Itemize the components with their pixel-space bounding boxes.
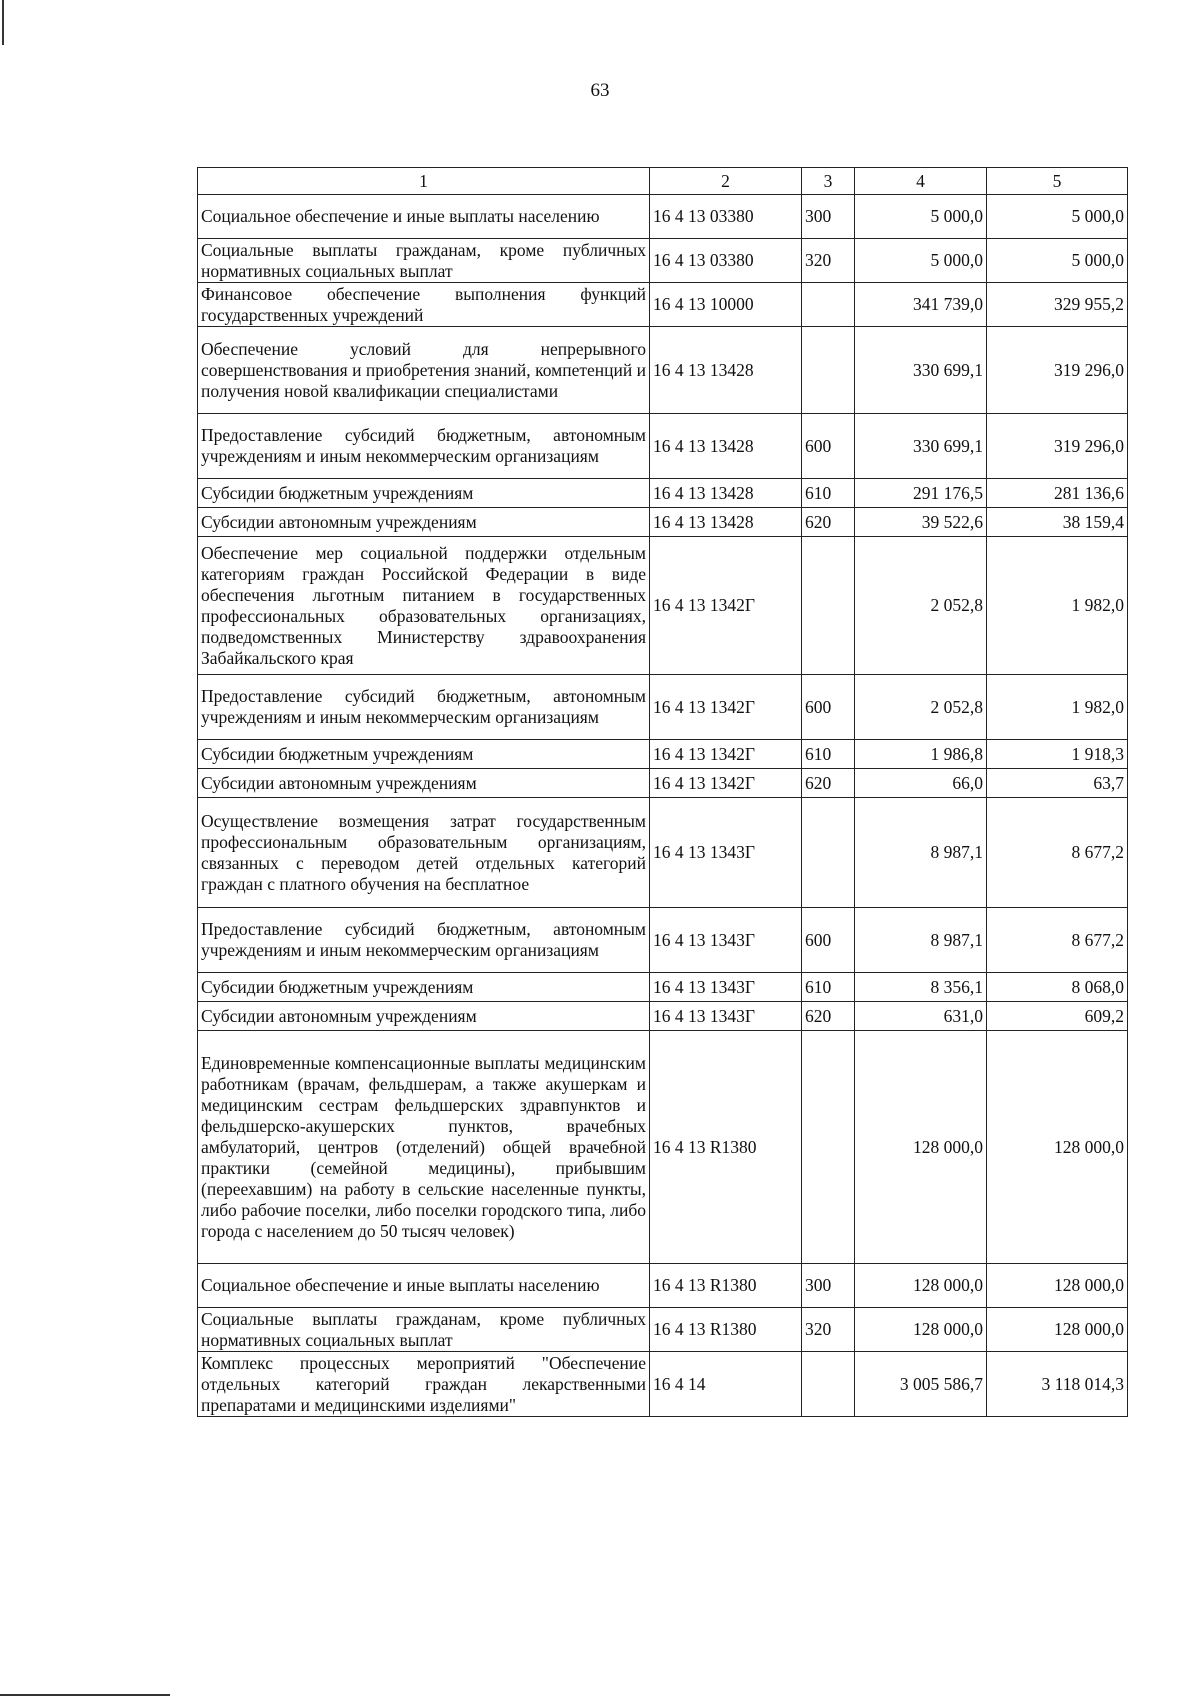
row-code: 16 4 13 1342Г [650, 740, 802, 769]
row-expense-type: 600 [802, 414, 855, 479]
row-amount-1: 341 739,0 [855, 283, 987, 327]
row-expense-type: 610 [802, 479, 855, 508]
row-name: Обеспечение условий для непрерывного совершенствования и приобретения знаний, компетенций и получения новой квалификации специалистами [198, 327, 650, 414]
row-expense-type: 610 [802, 740, 855, 769]
column-header-amount-1: 4 [855, 168, 987, 195]
row-code: 16 4 13 10000 [650, 283, 802, 327]
row-name: Субсидии автономным учреждениям [198, 1002, 650, 1031]
row-name: Финансовое обеспечение выполнения функций государственных учреждений [198, 283, 650, 327]
row-code: 16 4 13 13428 [650, 414, 802, 479]
row-amount-1: 66,0 [855, 769, 987, 798]
row-amount-1: 631,0 [855, 1002, 987, 1031]
row-expense-type [802, 1352, 855, 1417]
row-name: Единовременные компенсационные выплаты медицинским работникам (врачам, фельдшерам, а также акушеркам и медицинским сестрам фельдшерских здравпунктов и фельдшерско-акушерских пунктов, врачебных амбулаторий, центров (отделений) общей врачебной практики (семейной медицины), прибывшим (переехавшим) на работу в сельские населенные пункты, либо рабочие поселки, либо поселки городского типа, либо города с населением до 50 тысяч человек) [198, 1031, 650, 1264]
scan-edge-mark [0, 1694, 170, 1696]
row-name: Социальное обеспечение и иные выплаты населению [198, 195, 650, 239]
table-row [198, 1352, 1128, 1417]
row-expense-type [802, 537, 855, 675]
budget-table [197, 167, 1128, 1417]
table-row [198, 1002, 1128, 1031]
row-amount-2: 8 068,0 [987, 973, 1128, 1002]
row-code: 16 4 13 1343Г [650, 1002, 802, 1031]
row-amount-1: 330 699,1 [855, 327, 987, 414]
column-header-code: 2 [650, 168, 802, 195]
table-row [198, 239, 1128, 283]
table-row [198, 537, 1128, 675]
row-expense-type: 610 [802, 973, 855, 1002]
table-row [198, 1031, 1128, 1264]
row-amount-2: 329 955,2 [987, 283, 1128, 327]
row-amount-1: 291 176,5 [855, 479, 987, 508]
table-row [198, 414, 1128, 479]
row-amount-2: 38 159,4 [987, 508, 1128, 537]
row-name: Социальное обеспечение и иные выплаты населению [198, 1264, 650, 1308]
row-name: Субсидии бюджетным учреждениям [198, 740, 650, 769]
row-amount-1: 8 987,1 [855, 908, 987, 973]
table-row [198, 740, 1128, 769]
row-code: 16 4 13 1342Г [650, 769, 802, 798]
row-amount-1: 8 987,1 [855, 798, 987, 908]
row-amount-2: 128 000,0 [987, 1031, 1128, 1264]
row-amount-2: 128 000,0 [987, 1308, 1128, 1352]
row-name: Осуществление возмещения затрат государственным профессиональным образовательным организациям, связанных с переводом детей отдельных категорий граждан с платного обучения на бесплатное [198, 798, 650, 908]
row-expense-type: 300 [802, 195, 855, 239]
row-amount-2: 3 118 014,3 [987, 1352, 1128, 1417]
row-amount-2: 609,2 [987, 1002, 1128, 1031]
row-code: 16 4 13 1342Г [650, 537, 802, 675]
row-amount-2: 8 677,2 [987, 798, 1128, 908]
table-row [198, 479, 1128, 508]
table-row [198, 769, 1128, 798]
row-name: Субсидии автономным учреждениям [198, 508, 650, 537]
row-name: Предоставление субсидий бюджетным, автономным учреждениям и иным некоммерческим организациям [198, 908, 650, 973]
row-expense-type [802, 798, 855, 908]
row-amount-1: 3 005 586,7 [855, 1352, 987, 1417]
table-row [198, 1308, 1128, 1352]
row-amount-2: 63,7 [987, 769, 1128, 798]
row-code: 16 4 13 1343Г [650, 798, 802, 908]
row-code: 16 4 13 03380 [650, 195, 802, 239]
row-amount-1: 1 986,8 [855, 740, 987, 769]
scan-edge-mark [2, 0, 4, 45]
row-amount-1: 8 356,1 [855, 973, 987, 1002]
row-code: 16 4 13 1343Г [650, 973, 802, 1002]
table-row [198, 908, 1128, 973]
row-expense-type [802, 1031, 855, 1264]
row-code: 16 4 13 1342Г [650, 675, 802, 740]
row-code: 16 4 13 R1380 [650, 1308, 802, 1352]
row-amount-2: 128 000,0 [987, 1264, 1128, 1308]
row-amount-2: 319 296,0 [987, 414, 1128, 479]
table-row [198, 283, 1128, 327]
row-amount-1: 128 000,0 [855, 1264, 987, 1308]
row-amount-1: 5 000,0 [855, 239, 987, 283]
table-row [198, 1264, 1128, 1308]
row-code: 16 4 13 R1380 [650, 1031, 802, 1264]
row-expense-type [802, 327, 855, 414]
table-row [198, 798, 1128, 908]
row-expense-type: 620 [802, 1002, 855, 1031]
row-amount-2: 1 982,0 [987, 675, 1128, 740]
table-header-row [198, 168, 1128, 195]
row-name: Социальные выплаты гражданам, кроме публичных нормативных социальных выплат [198, 239, 650, 283]
column-header-expense-type: 3 [802, 168, 855, 195]
row-amount-2: 319 296,0 [987, 327, 1128, 414]
row-amount-2: 5 000,0 [987, 195, 1128, 239]
row-amount-2: 1 982,0 [987, 537, 1128, 675]
row-code: 16 4 13 1343Г [650, 908, 802, 973]
row-amount-1: 39 522,6 [855, 508, 987, 537]
row-expense-type: 620 [802, 769, 855, 798]
row-expense-type: 300 [802, 1264, 855, 1308]
row-name: Социальные выплаты гражданам, кроме публичных нормативных социальных выплат [198, 1308, 650, 1352]
row-amount-2: 1 918,3 [987, 740, 1128, 769]
row-name: Предоставление субсидий бюджетным, автономным учреждениям и иным некоммерческим организациям [198, 414, 650, 479]
page-number: 63 [590, 80, 610, 101]
row-expense-type: 320 [802, 239, 855, 283]
row-amount-1: 330 699,1 [855, 414, 987, 479]
row-amount-1: 128 000,0 [855, 1031, 987, 1264]
table-row [198, 675, 1128, 740]
row-amount-2: 5 000,0 [987, 239, 1128, 283]
row-amount-1: 2 052,8 [855, 537, 987, 675]
row-amount-1: 5 000,0 [855, 195, 987, 239]
row-name: Комплекс процессных мероприятий "Обеспечение отдельных категорий граждан лекарственными препаратами и медицинскими изделиями" [198, 1352, 650, 1417]
column-header-amount-2: 5 [987, 168, 1128, 195]
row-amount-2: 281 136,6 [987, 479, 1128, 508]
row-code: 16 4 14 [650, 1352, 802, 1417]
row-name: Предоставление субсидий бюджетным, автономным учреждениям и иным некоммерческим организациям [198, 675, 650, 740]
row-amount-1: 2 052,8 [855, 675, 987, 740]
row-amount-1: 128 000,0 [855, 1308, 987, 1352]
row-code: 16 4 13 13428 [650, 508, 802, 537]
row-expense-type: 600 [802, 675, 855, 740]
row-code: 16 4 13 13428 [650, 327, 802, 414]
row-code: 16 4 13 R1380 [650, 1264, 802, 1308]
row-code: 16 4 13 03380 [650, 239, 802, 283]
table-row [198, 973, 1128, 1002]
row-amount-2: 8 677,2 [987, 908, 1128, 973]
row-expense-type: 320 [802, 1308, 855, 1352]
table-row [198, 195, 1128, 239]
table-row [198, 508, 1128, 537]
row-name: Субсидии автономным учреждениям [198, 769, 650, 798]
row-name: Субсидии бюджетным учреждениям [198, 479, 650, 508]
row-name: Субсидии бюджетным учреждениям [198, 973, 650, 1002]
row-code: 16 4 13 13428 [650, 479, 802, 508]
row-expense-type: 620 [802, 508, 855, 537]
row-expense-type [802, 283, 855, 327]
row-name: Обеспечение мер социальной поддержки отдельным категориям граждан Российской Федерации в виде обеспечения льготным питанием в государственных профессиональных образовательных организациях, подведомственных Министерству здравоохранения Забайкальского края [198, 537, 650, 675]
column-header-name: 1 [198, 168, 650, 195]
table-row [198, 327, 1128, 414]
row-expense-type: 600 [802, 908, 855, 973]
